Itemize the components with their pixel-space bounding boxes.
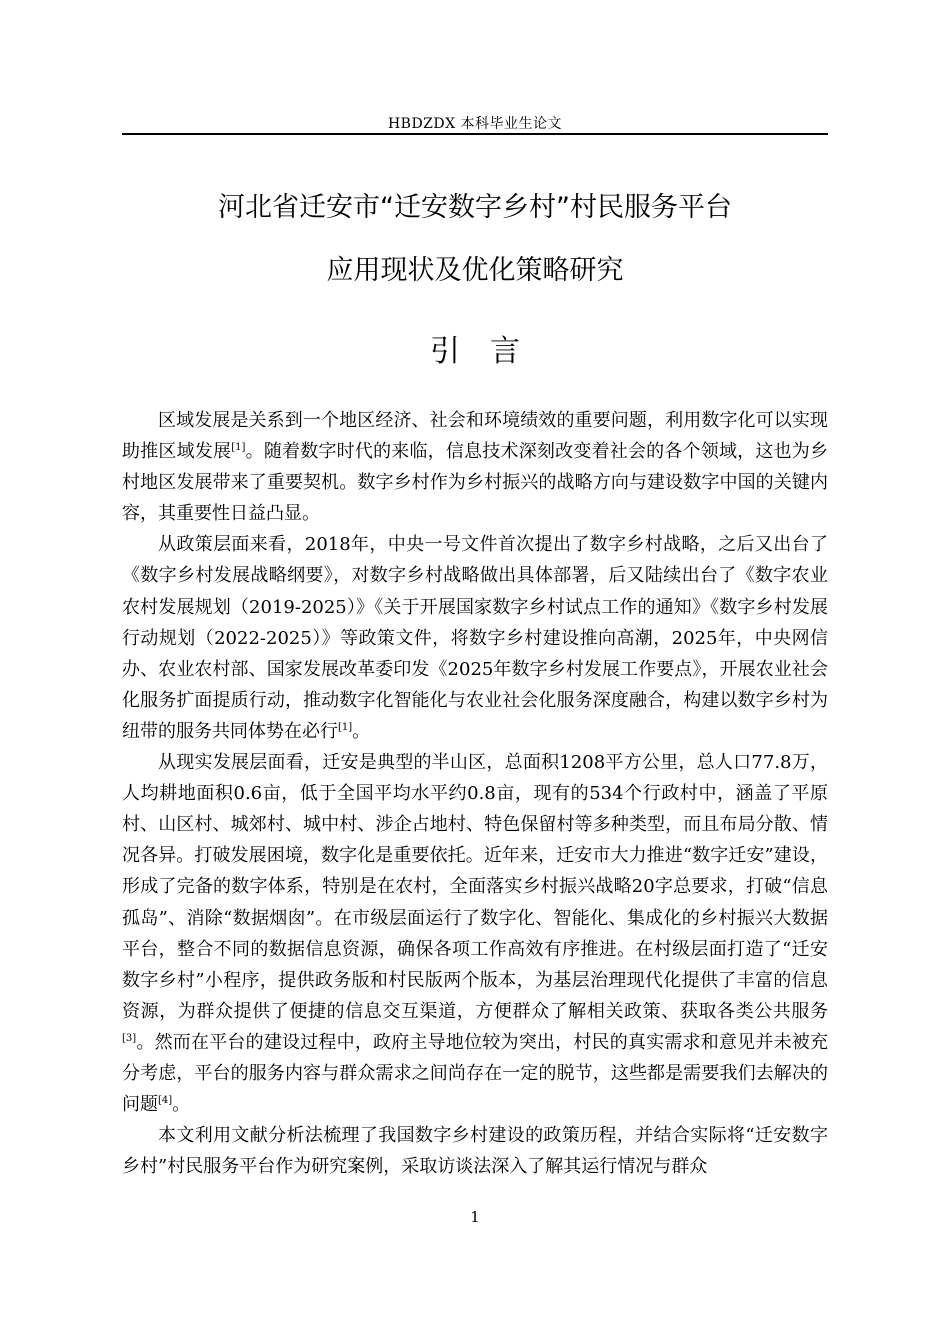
paragraph-1-text-a: 区域发展是关系到一个地区经济、社会和环境绩效的重要问题，利用数字化可以实现助推区域发展 xyxy=(122,410,828,463)
paragraph-3-text-c: 。 xyxy=(172,1094,191,1116)
paragraph-2-text-a: 从政策层面来看，2018年，中央一号文件首次提出了数字乡村战略，之后又出台了《数字乡村发展战略纲要》，对数字乡村战略做出具体部署，后又陆续出台了《数字农业农村发展规划（2019-2025）》《关于开展国家数字乡村试点工作的通知》《数字乡村发展行动规划（2022-2025）》等政策文件，将数字乡村建设推向高潮，2025年，中央网信办、农业农村部、国家发展改革委印发《2025年数字乡村发展工作要点》，开展农业社会化服务扩面提质行动，推动数字化智能化与农业社会化服务深度融合，构建以数字乡村为纽带的服务共同体势在必行 xyxy=(122,534,828,742)
citation-ref: [1] xyxy=(231,442,246,454)
document-title-line-1: 河北省迁安市“迁安数字乡村”村民服务平台 xyxy=(218,192,732,223)
citation-ref: [3] xyxy=(122,1032,137,1044)
citation-ref: [4] xyxy=(158,1095,173,1107)
paragraph-4-text-a: 本文利用文献分析法梳理了我国数字乡村建设的政策历程，并结合实际将“迁安数字乡村”村民服务平台作为研究案例，采取访谈法深入了解其运行情况与群众 xyxy=(122,1125,828,1178)
paragraph-2 xyxy=(122,529,828,747)
paragraph-4 xyxy=(122,1120,828,1182)
document-title-line-2: 应用现状及优化策略研究 xyxy=(326,255,624,286)
citation-ref: [1] xyxy=(338,721,353,733)
paragraph-1 xyxy=(122,405,828,529)
paragraph-2-text-b: 。 xyxy=(352,720,371,742)
paragraph-3 xyxy=(122,747,828,1120)
paragraph-3-text-a: 从现实发展层面看，迁安是典型的半山区，总面积1208平方公里，总人口77.8万，人均耕地面积0.6亩，低于全国平均水平约0.8亩，现有的534个行政村中，涵盖了平原村、山区村、城郊村、城中村、涉企占地村、特色保留村等多种类型，而且布局分散、情况各异。打破发展困境，数字化是重要依托。近年来，迁安市大力推进“数字迁安”建设，形成了完备的数字体系，特别是在农村，全面落实乡村振兴战略20字总要求，打破“信息孤岛”、消除“数据烟囱”。在市级层面运行了数字化、智能化、集成化的乡村振兴大数据平台，整合不同的数据信息资源，确保各项工作高效有序推进。在村级层面打造了“迁安数字乡村”小程序，提供政务版和村民版两个版本，为基层治理现代化提供了丰富的信息资源，为群众提供了便捷的信息交互渠道，方便群众了解相关政策、获取各类公共服务 xyxy=(122,752,828,1022)
paragraph-3-text-b: 。然而在平台的建设过程中，政府主导地位较为突出，村民的真实需求和意见并未被充分考虑，平台的服务内容与群众需求之间尚存在一定的脱节，这些都是需要我们去解决的问题 xyxy=(122,1031,828,1116)
header-divider xyxy=(122,133,828,135)
page-number: 1 xyxy=(470,1208,480,1226)
running-header: HBDZDX 本科毕业生论文 xyxy=(387,116,563,132)
body-text xyxy=(122,405,828,1182)
paragraph-1-text-b: 。随着数字时代的来临，信息技术深刻改变着社会的各个领域，这也为乡村地区发展带来了重要契机。数字乡村作为乡村振兴的战略方向与建设数字中国的关键内容，其重要性日益凸显。 xyxy=(122,441,829,525)
section-heading: 引言 xyxy=(430,334,550,369)
